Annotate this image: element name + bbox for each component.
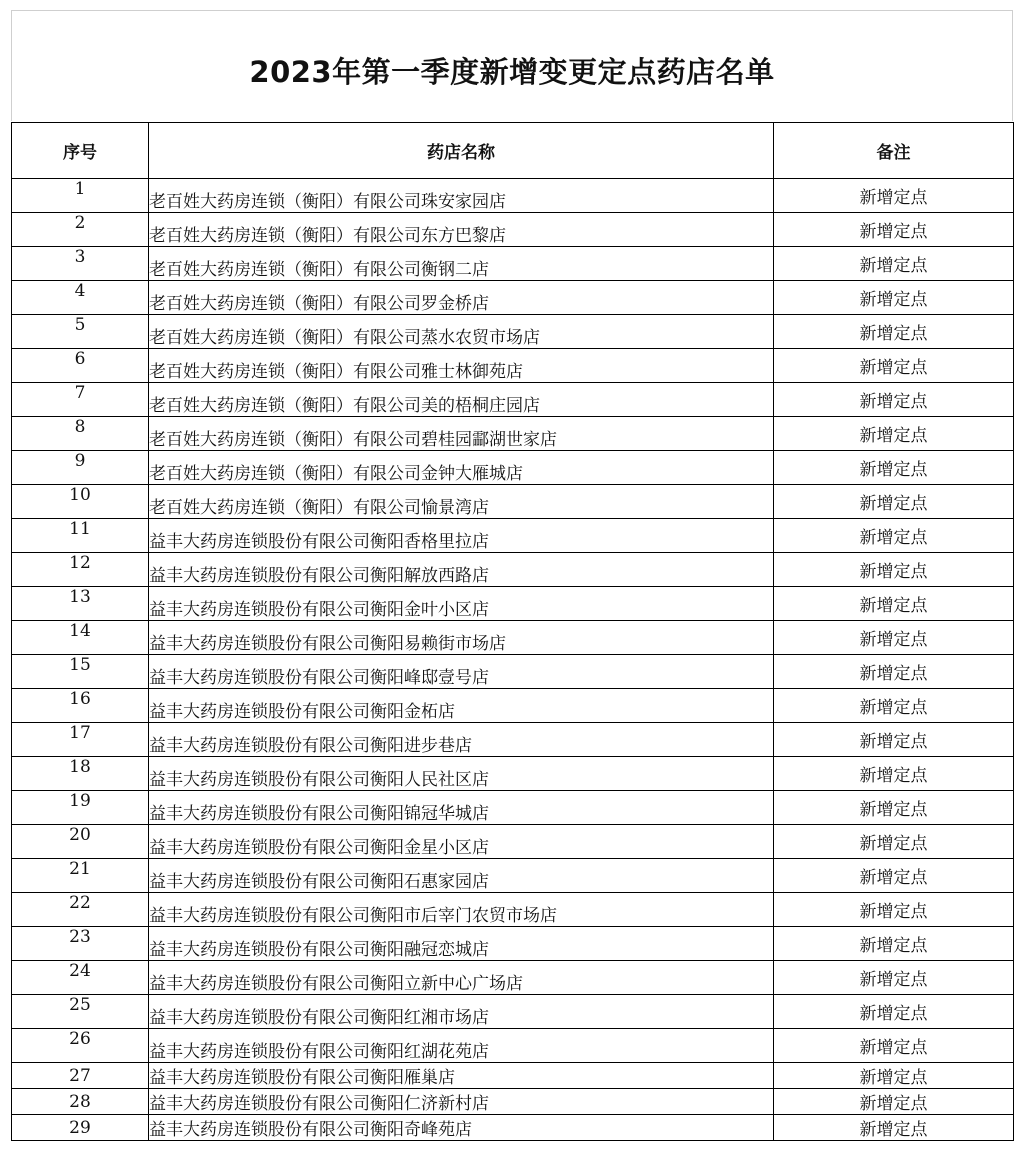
pharmacy-name: 益丰大药房连锁股份有限公司衡阳金星小区店 — [149, 825, 774, 859]
table-row — [12, 349, 1014, 383]
header-index: 序号 — [12, 123, 149, 179]
table-row — [12, 689, 1014, 723]
row-note: 新增定点 — [774, 961, 1014, 995]
table-row — [12, 621, 1014, 655]
pharmacy-name: 益丰大药房连锁股份有限公司衡阳融冠恋城店 — [149, 927, 774, 961]
row-note: 新增定点 — [774, 995, 1014, 1029]
pharmacy-name: 益丰大药房连锁股份有限公司衡阳奇峰苑店 — [149, 1115, 774, 1141]
pharmacy-name: 老百姓大药房连锁（衡阳）有限公司雅士林御苑店 — [149, 349, 774, 383]
pharmacy-name: 益丰大药房连锁股份有限公司衡阳红湘市场店 — [149, 995, 774, 1029]
table-row — [12, 655, 1014, 689]
row-index: 10 — [12, 485, 149, 519]
pharmacy-name: 老百姓大药房连锁（衡阳）有限公司珠安家园店 — [149, 179, 774, 213]
pharmacy-name: 老百姓大药房连锁（衡阳）有限公司东方巴黎店 — [149, 213, 774, 247]
pharmacy-name: 益丰大药房连锁股份有限公司衡阳金柘店 — [149, 689, 774, 723]
row-note: 新增定点 — [774, 1029, 1014, 1063]
row-index: 5 — [12, 315, 149, 349]
header-name: 药店名称 — [149, 123, 774, 179]
pharmacy-name: 益丰大药房连锁股份有限公司衡阳金叶小区店 — [149, 587, 774, 621]
table-row — [12, 417, 1014, 451]
table-body — [12, 179, 1014, 1141]
row-note: 新增定点 — [774, 281, 1014, 315]
row-note: 新增定点 — [774, 621, 1014, 655]
row-index: 26 — [12, 1029, 149, 1063]
row-note: 新增定点 — [774, 927, 1014, 961]
row-index: 1 — [12, 179, 149, 213]
row-note: 新增定点 — [774, 859, 1014, 893]
title-area — [11, 10, 1013, 121]
row-index: 24 — [12, 961, 149, 995]
table-row — [12, 553, 1014, 587]
pharmacy-name: 益丰大药房连锁股份有限公司衡阳进步巷店 — [149, 723, 774, 757]
row-index: 3 — [12, 247, 149, 281]
table-row — [12, 315, 1014, 349]
row-index: 12 — [12, 553, 149, 587]
table-row — [12, 995, 1014, 1029]
row-index: 2 — [12, 213, 149, 247]
pharmacy-name: 益丰大药房连锁股份有限公司衡阳人民社区店 — [149, 757, 774, 791]
table-row — [12, 383, 1014, 417]
pharmacy-name: 老百姓大药房连锁（衡阳）有限公司愉景湾店 — [149, 485, 774, 519]
row-index: 27 — [12, 1063, 149, 1089]
row-note: 新增定点 — [774, 723, 1014, 757]
row-note: 新增定点 — [774, 791, 1014, 825]
row-note: 新增定点 — [774, 587, 1014, 621]
pharmacy-table — [11, 122, 1014, 1141]
pharmacy-name: 益丰大药房连锁股份有限公司衡阳解放西路店 — [149, 553, 774, 587]
row-index: 17 — [12, 723, 149, 757]
row-index: 11 — [12, 519, 149, 553]
table-row — [12, 893, 1014, 927]
row-index: 8 — [12, 417, 149, 451]
row-index: 7 — [12, 383, 149, 417]
pharmacy-name: 益丰大药房连锁股份有限公司衡阳香格里拉店 — [149, 519, 774, 553]
row-note: 新增定点 — [774, 825, 1014, 859]
row-note: 新增定点 — [774, 655, 1014, 689]
table-row — [12, 247, 1014, 281]
table-row — [12, 213, 1014, 247]
row-index: 20 — [12, 825, 149, 859]
pharmacy-name: 老百姓大药房连锁（衡阳）有限公司美的梧桐庄园店 — [149, 383, 774, 417]
pharmacy-name: 益丰大药房连锁股份有限公司衡阳市后宰门农贸市场店 — [149, 893, 774, 927]
row-note: 新增定点 — [774, 417, 1014, 451]
pharmacy-name: 益丰大药房连锁股份有限公司衡阳立新中心广场店 — [149, 961, 774, 995]
row-index: 25 — [12, 995, 149, 1029]
table-row — [12, 179, 1014, 213]
row-index: 22 — [12, 893, 149, 927]
table-row — [12, 485, 1014, 519]
table-row — [12, 859, 1014, 893]
row-note: 新增定点 — [774, 383, 1014, 417]
row-index: 14 — [12, 621, 149, 655]
row-note: 新增定点 — [774, 349, 1014, 383]
table-row — [12, 587, 1014, 621]
pharmacy-name: 益丰大药房连锁股份有限公司衡阳峰邸壹号店 — [149, 655, 774, 689]
pharmacy-name: 老百姓大药房连锁（衡阳）有限公司罗金桥店 — [149, 281, 774, 315]
table-row — [12, 757, 1014, 791]
pharmacy-name: 益丰大药房连锁股份有限公司衡阳雁巢店 — [149, 1063, 774, 1089]
table-row — [12, 791, 1014, 825]
row-index: 28 — [12, 1089, 149, 1115]
table-row — [12, 1029, 1014, 1063]
table-row — [12, 281, 1014, 315]
table-row — [12, 1115, 1014, 1141]
row-note: 新增定点 — [774, 757, 1014, 791]
row-note: 新增定点 — [774, 213, 1014, 247]
row-index: 6 — [12, 349, 149, 383]
table-row — [12, 825, 1014, 859]
row-note: 新增定点 — [774, 1115, 1014, 1141]
table-row — [12, 519, 1014, 553]
pharmacy-name: 老百姓大药房连锁（衡阳）有限公司蒸水农贸市场店 — [149, 315, 774, 349]
pharmacy-name: 老百姓大药房连锁（衡阳）有限公司衡钢二店 — [149, 247, 774, 281]
row-note: 新增定点 — [774, 179, 1014, 213]
pharmacy-name: 益丰大药房连锁股份有限公司衡阳石惠家园店 — [149, 859, 774, 893]
document-title: 2023年第一季度新增变更定点药店名单 — [249, 54, 775, 89]
pharmacy-name: 益丰大药房连锁股份有限公司衡阳仁济新村店 — [149, 1089, 774, 1115]
row-index: 15 — [12, 655, 149, 689]
row-index: 9 — [12, 451, 149, 485]
table-row — [12, 927, 1014, 961]
row-index: 21 — [12, 859, 149, 893]
row-index: 29 — [12, 1115, 149, 1141]
pharmacy-name: 益丰大药房连锁股份有限公司衡阳易赖街市场店 — [149, 621, 774, 655]
row-note: 新增定点 — [774, 893, 1014, 927]
pharmacy-name: 益丰大药房连锁股份有限公司衡阳锦冠华城店 — [149, 791, 774, 825]
table-row — [12, 1089, 1014, 1115]
pharmacy-name: 益丰大药房连锁股份有限公司衡阳红湖花苑店 — [149, 1029, 774, 1063]
row-index: 4 — [12, 281, 149, 315]
row-index: 16 — [12, 689, 149, 723]
pharmacy-name: 老百姓大药房连锁（衡阳）有限公司碧桂园酃湖世家店 — [149, 417, 774, 451]
table-row — [12, 451, 1014, 485]
row-note: 新增定点 — [774, 519, 1014, 553]
row-index: 13 — [12, 587, 149, 621]
header-note: 备注 — [774, 123, 1014, 179]
pharmacy-name: 老百姓大药房连锁（衡阳）有限公司金钟大雁城店 — [149, 451, 774, 485]
row-note: 新增定点 — [774, 553, 1014, 587]
row-index: 18 — [12, 757, 149, 791]
row-note: 新增定点 — [774, 315, 1014, 349]
row-index: 23 — [12, 927, 149, 961]
table-row — [12, 1063, 1014, 1089]
row-index: 19 — [12, 791, 149, 825]
table-row — [12, 961, 1014, 995]
row-note: 新增定点 — [774, 247, 1014, 281]
row-note: 新增定点 — [774, 451, 1014, 485]
row-note: 新增定点 — [774, 689, 1014, 723]
row-note: 新增定点 — [774, 1063, 1014, 1089]
row-note: 新增定点 — [774, 1089, 1014, 1115]
row-note: 新增定点 — [774, 485, 1014, 519]
table-header-row — [12, 123, 1014, 179]
table-row — [12, 723, 1014, 757]
